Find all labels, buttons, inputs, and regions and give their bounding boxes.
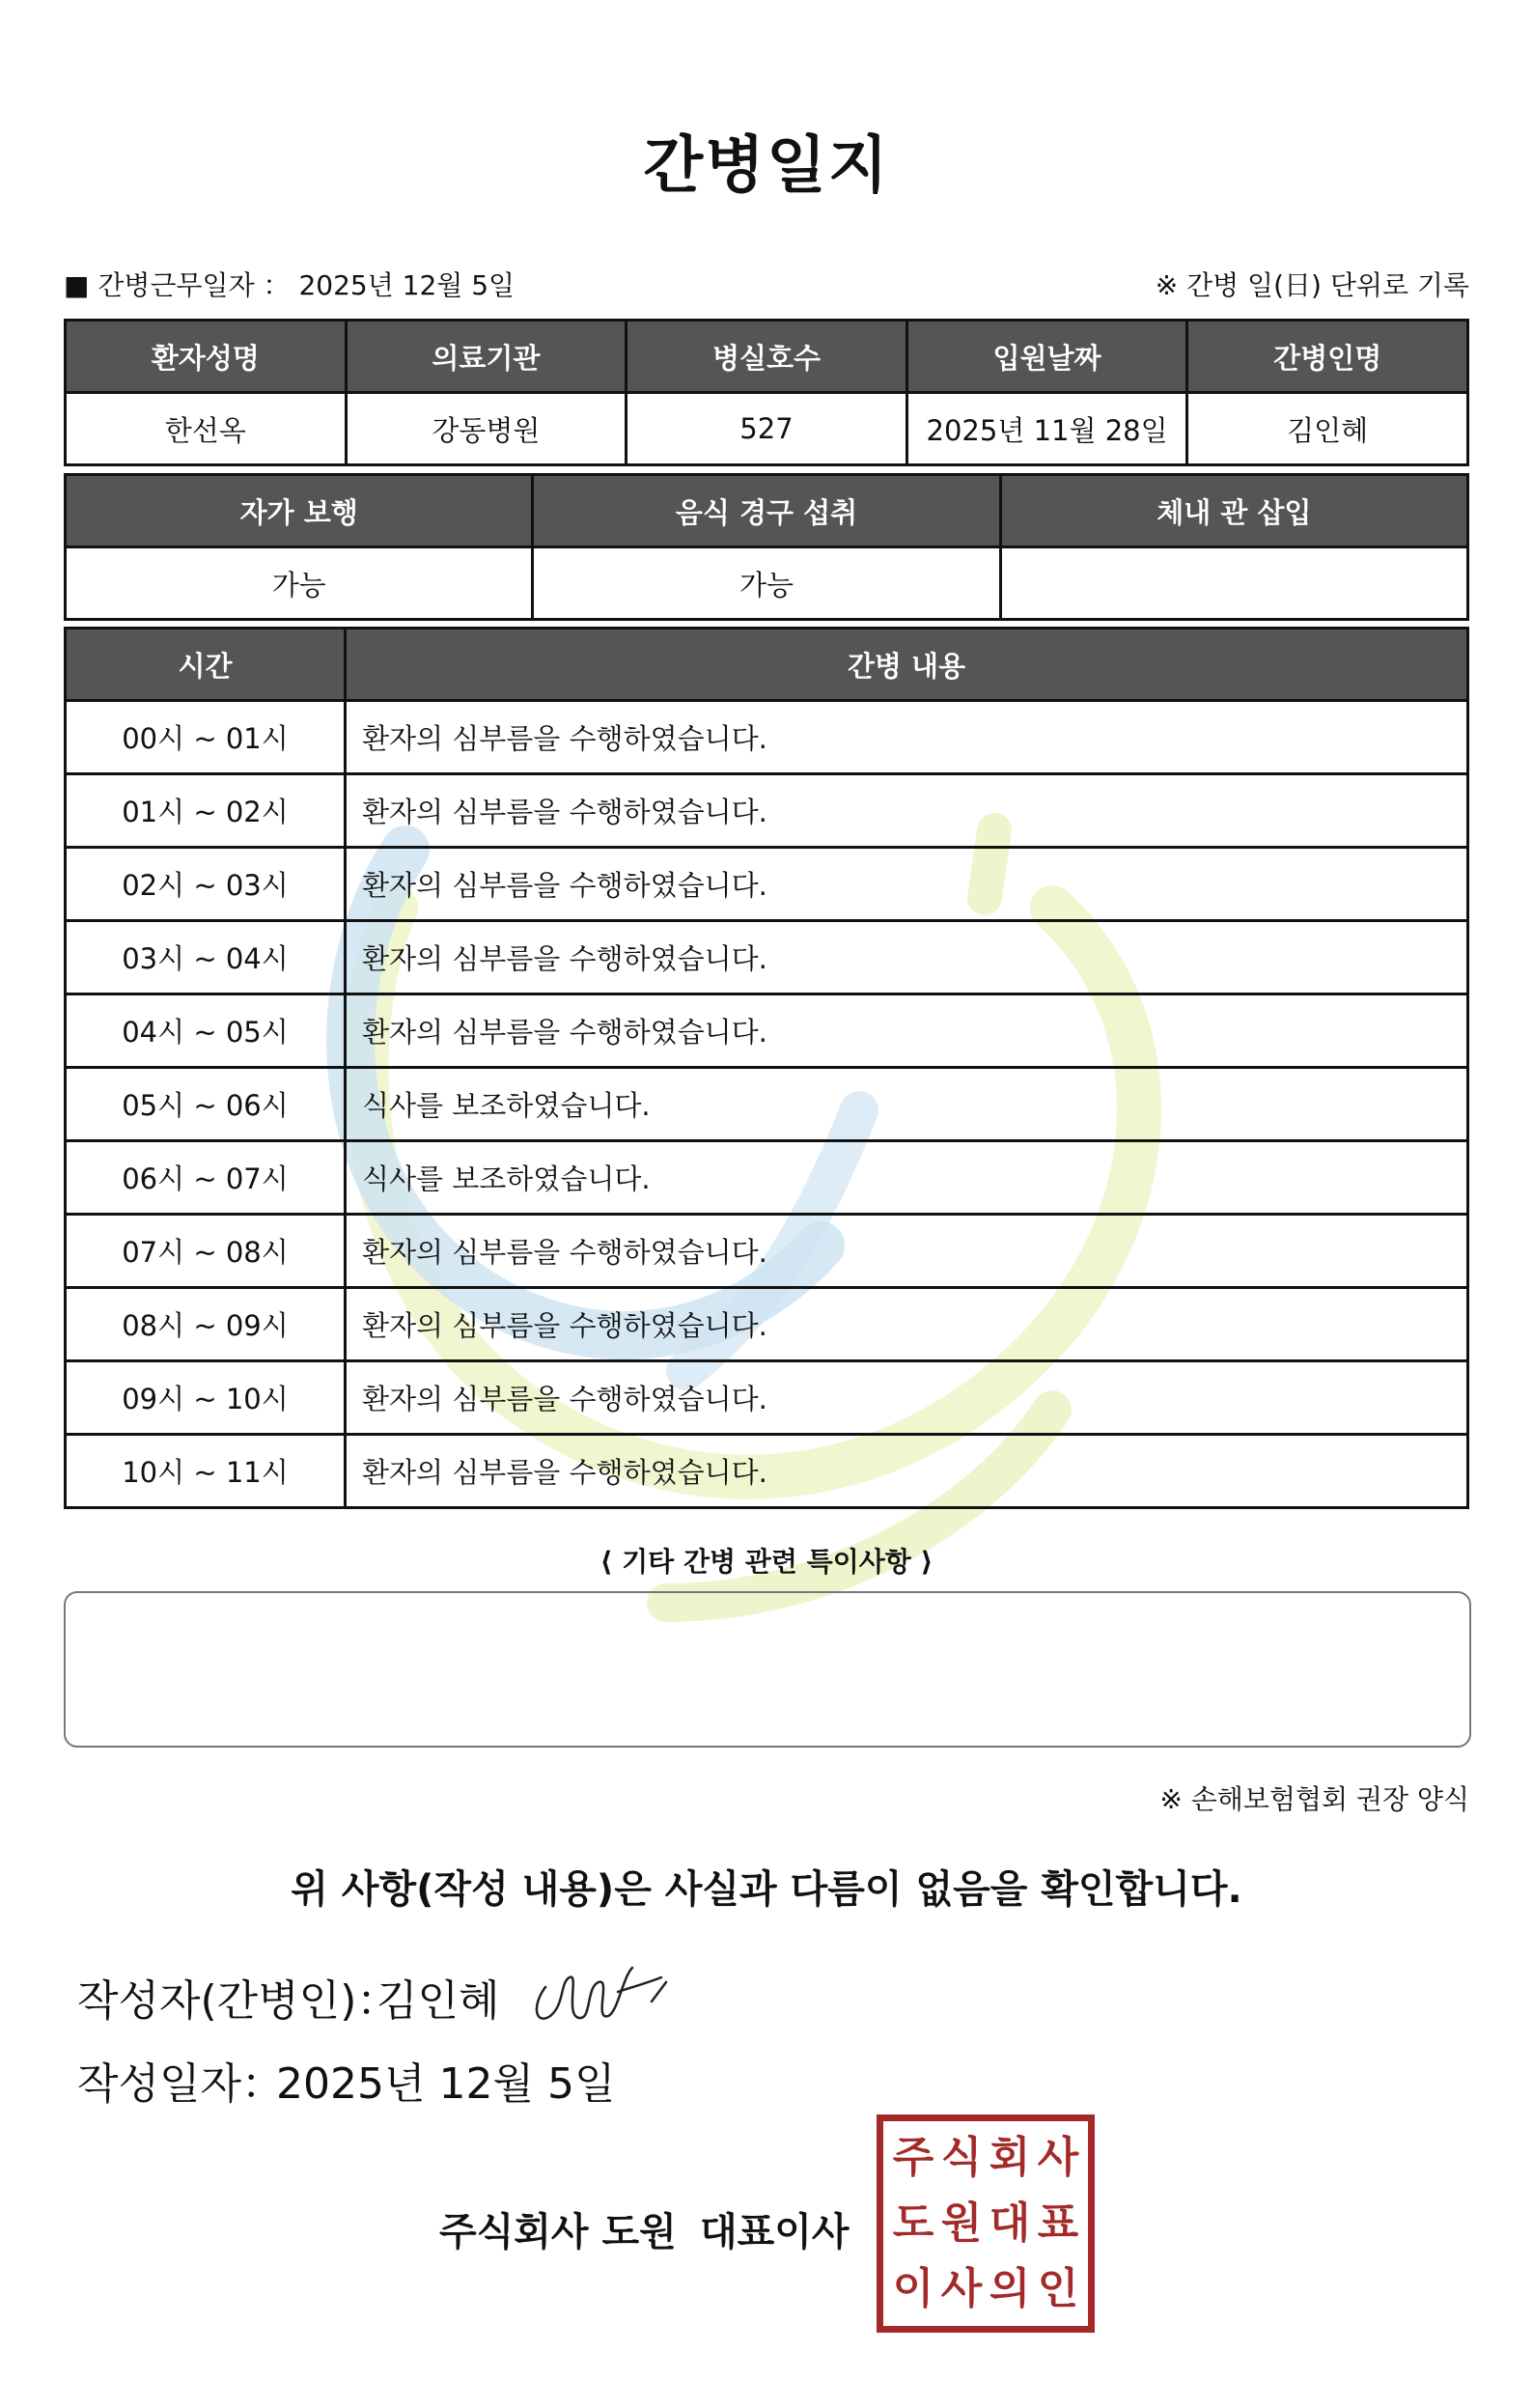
content-cell: 식사를 보조하였습니다.: [346, 1068, 1468, 1141]
time-cell: 00시 ~ 01시: [66, 701, 346, 774]
writer-label: 작성자(간병인)：: [77, 1976, 400, 2026]
remarks-box: [64, 1591, 1471, 1748]
table-row: [66, 1141, 1468, 1215]
time-cell: 05시 ~ 06시: [66, 1068, 346, 1141]
table-row: [66, 774, 1468, 848]
content-cell: 환자의 심부름을 수행하였습니다.: [346, 1361, 1468, 1435]
seal-char: 대: [989, 2198, 1031, 2248]
patient-status-header-row: [66, 475, 1468, 547]
header-time: 시간: [66, 629, 346, 701]
care-log-header-row: [66, 629, 1468, 701]
document-title: 간병일지: [643, 130, 890, 202]
header-care-content: 간병 내용: [346, 629, 1468, 701]
work-date-value: 2025년 12월 5일: [298, 269, 516, 301]
patient-name: 한선옥: [66, 393, 347, 465]
header-hospital: 의료기관: [346, 321, 627, 393]
ceo-title: 대표이사: [700, 2210, 850, 2254]
company-name: 주식회사 도원: [439, 2210, 677, 2254]
seal-char: 식: [940, 2133, 983, 2182]
time-cell: 03시 ~ 04시: [66, 921, 346, 994]
hospital-name: 강동병원: [346, 393, 627, 465]
admission-date: 2025년 11월 28일: [906, 393, 1187, 465]
remarks-title: ⟨ 기타 간병 관련 특이사항 ⟩: [599, 1546, 934, 1578]
handwritten-signature: [526, 1948, 671, 2035]
table-row: [66, 1068, 1468, 1141]
form-note: ※ 손해보험협회 권장 양식: [1159, 1783, 1469, 1815]
content-cell: 환자의 심부름을 수행하였습니다.: [346, 1288, 1468, 1361]
time-cell: 10시 ~ 11시: [66, 1435, 346, 1508]
header-tube-insertion: 체내 관 삽입: [1000, 475, 1467, 547]
seal-char: 의: [989, 2264, 1031, 2313]
patient-info-table: [64, 319, 1469, 466]
seal-char: 주: [892, 2133, 934, 2182]
written-date-value: 2025년 12월 5일: [276, 2059, 616, 2109]
time-cell: 08시 ~ 09시: [66, 1288, 346, 1361]
table-row: [66, 1288, 1468, 1361]
table-row: [66, 1435, 1468, 1508]
header-admission-date: 입원날짜: [906, 321, 1187, 393]
patient-info-value-row: [66, 393, 1468, 465]
content-cell: 식사를 보조하였습니다.: [346, 1141, 1468, 1215]
content-cell: 환자의 심부름을 수행하였습니다.: [346, 701, 1468, 774]
table-row: [66, 1215, 1468, 1288]
seal-char: 원: [940, 2198, 983, 2248]
confirmation-statement: 위 사항(작성 내용)은 사실과 다름이 없음을 확인합니다.: [291, 1867, 1242, 1912]
care-log-table: [64, 627, 1469, 1509]
header-oral-intake: 음식 경구 섭취: [533, 475, 1000, 547]
seal-char: 도: [892, 2198, 934, 2248]
seal-char: 사: [940, 2264, 983, 2313]
header-patient-name: 환자성명: [66, 321, 347, 393]
room-number: 527: [627, 393, 907, 465]
table-row: [66, 848, 1468, 921]
tube-insertion-value: [1000, 547, 1467, 620]
writer-name: 김인혜: [376, 1976, 500, 2026]
work-date-line: [64, 265, 515, 303]
self-walking-value: 가능: [66, 547, 533, 620]
content-cell: 환자의 심부름을 수행하였습니다.: [346, 848, 1468, 921]
seal-char: 회: [989, 2133, 1031, 2182]
patient-status-value-row: [66, 547, 1468, 620]
header-room-number: 병실호수: [627, 321, 907, 393]
seal-char: 표: [1037, 2198, 1079, 2248]
table-row: [66, 1361, 1468, 1435]
time-cell: 06시 ~ 07시: [66, 1141, 346, 1215]
header-caregiver-name: 간병인명: [1187, 321, 1468, 393]
content-cell: 환자의 심부름을 수행하였습니다.: [346, 921, 1468, 994]
patient-info-header-row: [66, 321, 1468, 393]
company-seal-stamp: [877, 2114, 1095, 2333]
table-row: [66, 921, 1468, 994]
seal-char: 이: [892, 2264, 934, 2313]
patient-status-table: [64, 473, 1469, 621]
seal-char: 사: [1037, 2133, 1079, 2182]
work-date-label: ■ 간병근무일자 ：: [64, 269, 291, 301]
caregiver-name: 김인혜: [1187, 393, 1468, 465]
time-cell: 09시 ~ 10시: [66, 1361, 346, 1435]
header-self-walking: 자가 보행: [66, 475, 533, 547]
written-date-label: 작성일자：: [77, 2059, 285, 2109]
content-cell: 환자의 심부름을 수행하였습니다.: [346, 1215, 1468, 1288]
content-cell: 환자의 심부름을 수행하였습니다.: [346, 1435, 1468, 1508]
seal-char: 인: [1037, 2264, 1079, 2313]
content-cell: 환자의 심부름을 수행하였습니다.: [346, 994, 1468, 1068]
table-row: [66, 994, 1468, 1068]
record-note: ※ 간병 일(日) 단위로 기록: [1155, 269, 1469, 301]
oral-intake-value: 가능: [533, 547, 1000, 620]
time-cell: 01시 ~ 02시: [66, 774, 346, 848]
time-cell: 07시 ~ 08시: [66, 1215, 346, 1288]
time-cell: 04시 ~ 05시: [66, 994, 346, 1068]
table-row: [66, 701, 1468, 774]
time-cell: 02시 ~ 03시: [66, 848, 346, 921]
content-cell: 환자의 심부름을 수행하였습니다.: [346, 774, 1468, 848]
